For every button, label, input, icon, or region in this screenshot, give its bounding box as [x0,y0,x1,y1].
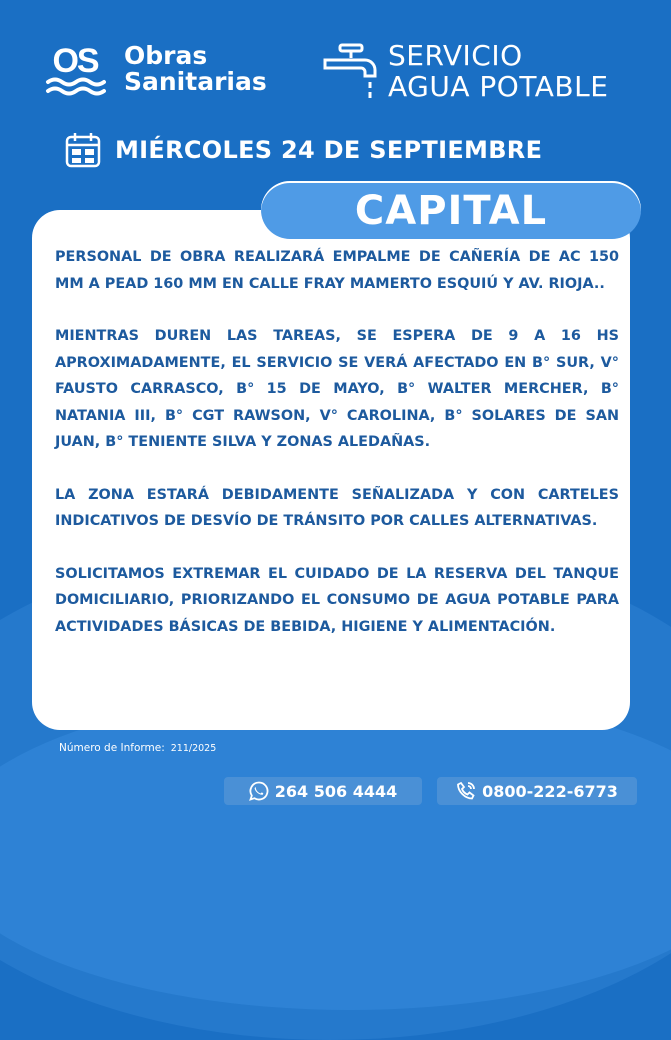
phone-icon [456,781,476,801]
announcement-body [55,244,619,666]
whatsapp-icon [249,781,269,801]
report-value: 211/2025 [170,743,217,754]
background-wave [0,690,671,1010]
service-title [388,40,608,102]
report-label: Número de Informe: [59,742,165,754]
whatsapp-contact[interactable] [224,777,422,805]
brand-name [124,43,267,95]
calendar-icon [65,132,101,168]
svg-text:OS: OS [52,42,98,80]
phone-contact[interactable] [437,777,637,805]
service-line-1: SERVICIO [388,39,523,72]
service-line-2: AGUA POTABLE [388,70,609,103]
brand-line-2: Sanitarias [124,67,267,96]
report-number [59,742,216,754]
region-badge [261,181,641,239]
paragraph: MIENTRAS DUREN LAS TAREAS, SE ESPERA DE 9 A 16 HS APROXIMADAMENTE, EL SERVICIO SE VERÁ AFECTADO EN B° SUR, V° FAUSTO CARRASCO, B° 15 DE MAYO, B° WALTER MERCHER, B° NATANIA III, B° CGT RAWSON, V° CAROLINA, B° SOLARES DE SAN JUAN, B° TENIENTE SILVA Y ZONAS ALEDAÑAS. [55,328,619,450]
announcement-date: MIÉRCOLES 24 DE SEPTIEMBRE [115,136,543,164]
whatsapp-number: 264 506 4444 [274,781,398,801]
paragraph: PERSONAL DE OBRA REALIZARÁ EMPALME DE CAÑERÍA DE AC 150 MM A PEAD 160 MM EN CALLE FRAY MAMERTO ESQUIÚ Y AV. RIOJA.. [55,249,619,292]
os-logo-icon [44,40,106,104]
phone-number: 0800-222-6773 [482,781,618,801]
brand-line-1: Obras [124,41,208,70]
paragraph: SOLICITAMOS EXTREMAR EL CUIDADO DE LA RESERVA DEL TANQUE DOMICILIARIO, PRIORIZANDO EL CONSUMO DE AGUA POTABLE PARA ACTIVIDADES BÁSICAS DE BEBIDA, HIGIENE Y ALIMENTACIÓN. [55,565,619,635]
paragraph: LA ZONA ESTARÁ DEBIDAMENTE SEÑALIZADA Y CON CARTELES INDICATIVOS DE DESVÍO DE TRÁNSITO POR CALLES ALTERNATIVAS. [55,486,619,529]
region-label: CAPITAL [354,188,548,234]
water-tap-icon [322,42,378,100]
